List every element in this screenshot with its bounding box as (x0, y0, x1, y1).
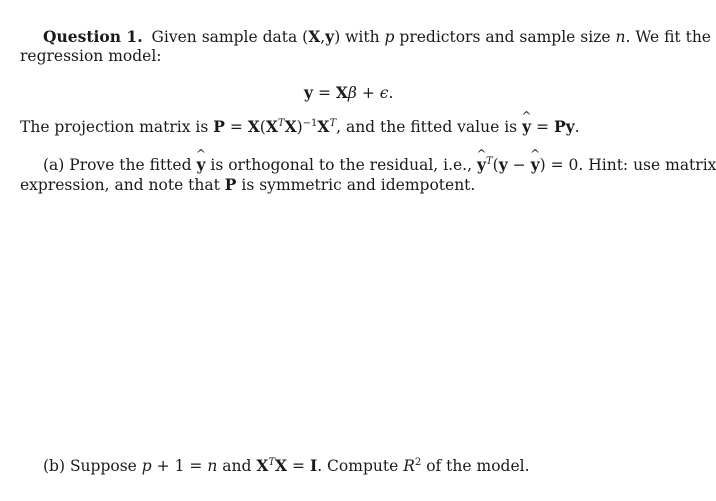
part-a-text-b: is orthogonal to the residual, i.e., (210, 156, 473, 174)
part-b-label: (b) Suppose (43, 457, 137, 475)
intro-text-a: Given sample data ( (151, 28, 309, 46)
part-b-p: p (141, 457, 152, 475)
projection-paren-close: ) (296, 118, 303, 136)
part-b-line (43, 457, 530, 476)
question-label: Question 1. (43, 27, 143, 46)
projection-inverse: −1 (302, 118, 318, 129)
model-y: y (304, 83, 314, 102)
intro-text-c: predictors and sample size (399, 28, 611, 46)
projection-paren-open: ( (259, 118, 266, 136)
projection-line (20, 118, 580, 137)
part-a-minus: − (512, 156, 526, 174)
projection-P: P (213, 117, 225, 136)
part-b-and: and (222, 457, 252, 475)
question-intro-line-2 (20, 47, 162, 66)
x-symbol: X (308, 27, 321, 46)
part-a-line2-b: is symmetric and idempotent. (241, 176, 476, 194)
intro-text-b: ) with (334, 28, 380, 46)
projection-Py: Py (553, 117, 575, 136)
part-a-P: P (224, 175, 237, 194)
model-end: . (388, 84, 394, 102)
projection-X1: X (247, 117, 260, 136)
part-b-R: R (403, 457, 415, 475)
p-symbol: p (384, 28, 395, 46)
part-b-I: I (309, 456, 318, 475)
projection-eq: = (229, 118, 243, 136)
projection-X4: X (317, 117, 330, 136)
part-b-eq: = (292, 457, 305, 475)
part-a-yhat2: ^ y (477, 156, 486, 175)
projection-text-b: , and the fitted value is (336, 118, 518, 136)
projection-X3: X (284, 117, 297, 136)
part-b-X1: X (256, 456, 269, 475)
part-b-plus-one: + 1 = (156, 457, 203, 475)
n-symbol: n (615, 28, 626, 46)
part-a-label: (a) Prove the fitted (43, 156, 192, 174)
part-b-text-d: of the model. (426, 457, 530, 475)
projection-T1: T (277, 118, 285, 129)
model-X: X (335, 83, 348, 102)
projection-text-a: The projection matrix is (20, 118, 209, 136)
part-b-n: n (207, 457, 218, 475)
projection-yhat: ^ y (522, 118, 531, 137)
intro-line-2-text: regression model: (20, 47, 162, 65)
part-b-X2: X (275, 456, 288, 475)
part-a-T: T (486, 156, 493, 167)
part-a-line2-a: expression, and note that (20, 176, 220, 194)
projection-end: . (574, 118, 580, 136)
part-a-paren-open: ( (492, 156, 499, 174)
part-b-text-c: . Compute (317, 457, 399, 475)
y-symbol: y (325, 27, 335, 46)
part-b-T: T (268, 457, 276, 468)
model-equation (304, 84, 393, 103)
part-a-line-1 (43, 156, 716, 175)
projection-X2: X (265, 117, 278, 136)
part-a-y: y (498, 155, 508, 174)
model-eq: = (317, 84, 331, 102)
model-eps: ϵ (379, 84, 389, 102)
question-intro-line-1 (43, 28, 711, 47)
part-a-line-2 (20, 176, 475, 195)
projection-T2: T (329, 118, 337, 129)
projection-eq2: = (536, 118, 550, 136)
intro-comma: , (320, 28, 326, 46)
part-a-text-c: ) = 0. Hint: use matrix (539, 156, 716, 174)
part-a-yhat: ^ y (196, 156, 205, 175)
model-plus: + (361, 84, 375, 102)
intro-text-d: . We fit the (625, 28, 711, 46)
model-beta: β (347, 84, 357, 102)
part-b-two: 2 (414, 457, 422, 468)
part-a-yhat3: ^ y (531, 156, 540, 175)
